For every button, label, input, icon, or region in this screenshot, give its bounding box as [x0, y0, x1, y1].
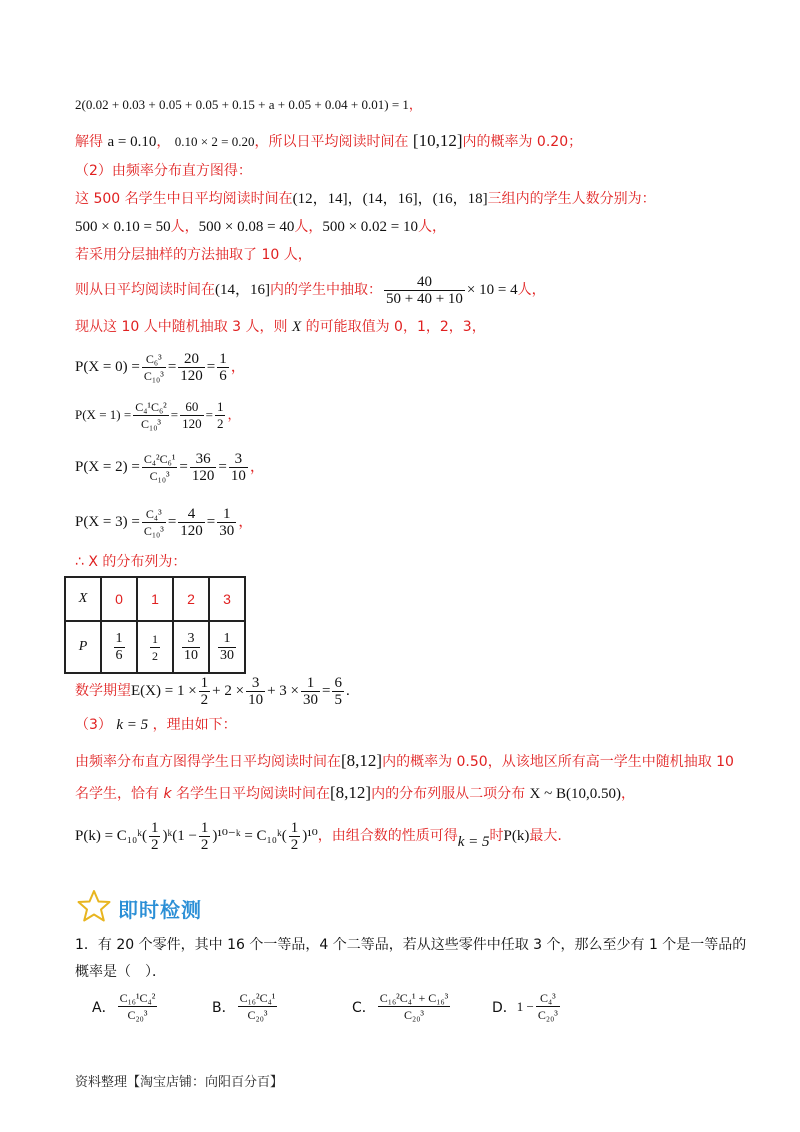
equals: =: [322, 683, 331, 699]
distribution-table: [64, 576, 246, 674]
star-icon: [76, 888, 112, 928]
text: 数学期望: [75, 683, 131, 699]
numerator: C₄³: [536, 990, 560, 1007]
math: + 3 ×: [267, 683, 299, 699]
option-label: B．: [212, 999, 236, 1016]
numerator: C₁₆²C₄¹ + C₁₆³: [379, 991, 449, 1005]
option-c[interactable]: [352, 990, 452, 1023]
numerator: 1: [217, 506, 236, 523]
interval: (14，16]: [215, 282, 270, 298]
numerator: 20: [178, 351, 205, 368]
numerator: 36: [190, 451, 217, 468]
text: 人，: [294, 219, 323, 235]
text: 人，: [517, 282, 546, 298]
text: ，所以日平均阅读时间在: [254, 134, 409, 150]
part3-line2: [75, 784, 635, 803]
question-line1: 1．有 20 个零件，其中 16 个一等品，4 个二等品，若从这些零件中任取 3 个，那么至少有 1 个是一等品的: [75, 937, 747, 953]
fraction: [182, 631, 200, 664]
math: )¹⁰⁻ᵏ = C₁₀ᵏ(: [212, 828, 287, 844]
table-cell: 1: [137, 577, 173, 621]
extract-line: [75, 270, 546, 310]
table-cell: 2: [173, 577, 209, 621]
text: ，: [621, 786, 635, 802]
denominator: C₁₀³: [141, 416, 161, 431]
fraction: [332, 675, 344, 708]
text: 名学生日平均阅读时间在: [176, 786, 331, 802]
fraction: [378, 990, 451, 1023]
fraction: [180, 399, 204, 432]
text: 则从日平均阅读时间在: [75, 282, 215, 298]
math: 500 × 0.02 = 10: [322, 219, 419, 235]
math: 500 × 0.08 = 40: [198, 219, 295, 235]
math: X ~ B(10,0.50): [529, 786, 621, 802]
equals: =: [218, 459, 227, 475]
numerator: 1: [290, 819, 299, 836]
denominator: 120: [191, 467, 215, 484]
option-label: C．: [352, 999, 376, 1016]
text: （3）: [75, 717, 112, 733]
comma: ，: [249, 459, 265, 475]
text: 的可能取值为 0，1，2，3，: [305, 319, 486, 335]
fraction: [536, 990, 560, 1023]
denominator: 6: [219, 367, 227, 384]
math: )ᵏ(1 −: [162, 828, 197, 844]
fraction: [199, 820, 211, 853]
values-line: [75, 318, 486, 336]
part2-heading: （2）由频率分布直方图得：: [75, 163, 252, 179]
interval: [8,12]: [341, 751, 383, 770]
numerator: C₁₆¹C₄²: [119, 991, 156, 1005]
comma: ，: [156, 134, 171, 150]
equals: =: [206, 514, 216, 530]
denominator: 2: [152, 648, 158, 663]
numerator: 1: [301, 675, 320, 692]
math: a = 0.10: [107, 134, 157, 150]
denominator: 2: [290, 836, 299, 853]
comma: ，: [238, 514, 254, 530]
fraction: [289, 820, 301, 853]
expectation-line: [75, 671, 350, 711]
part3-line1: [75, 752, 734, 771]
denominator: 2: [200, 836, 209, 853]
fraction: [150, 631, 160, 664]
text: 三组内的学生人数分别为：: [487, 191, 656, 207]
math: 1 −: [516, 998, 534, 1014]
numerator: C₄¹C₆²: [135, 399, 167, 414]
option-a[interactable]: [92, 990, 159, 1023]
interval: [10,12]: [412, 131, 463, 150]
fraction: [217, 351, 229, 384]
equation-sum-text: 2(0.02 + 0.03 + 0.05 + 0.05 + 0.15 + a + 0.05 + 0.04 + 0.01) = 1: [75, 97, 409, 112]
denominator: 10: [184, 647, 198, 663]
fraction: [142, 351, 166, 384]
fraction: [384, 274, 465, 307]
numerator: C₁₆²C₄¹: [239, 991, 276, 1005]
text: 内的分布列服从二项分布: [371, 786, 526, 802]
fraction: [142, 506, 166, 539]
prob-x3: [75, 500, 253, 544]
table-cell: X: [65, 577, 101, 621]
fraction: [142, 451, 178, 484]
fraction: [229, 451, 248, 484]
equals: =: [179, 459, 188, 475]
denominator: 2: [200, 691, 209, 708]
fraction: [199, 675, 211, 708]
denominator: 120: [180, 522, 203, 539]
part3-line3: [75, 816, 562, 856]
comma: ，: [230, 359, 246, 375]
equation-sum: [75, 96, 422, 114]
denominator: 30: [220, 647, 234, 663]
denominator: C₂₀³: [404, 1008, 425, 1022]
denominator: 30: [219, 522, 235, 539]
table-cell: 0: [101, 577, 137, 621]
part3-heading: [75, 716, 237, 734]
fraction: [114, 631, 125, 664]
text: 由频率分布直方图得学生日平均阅读时间在: [75, 754, 341, 770]
text: 人，: [418, 219, 447, 235]
fraction: [238, 990, 278, 1023]
lhs: P(X = 2) =: [75, 459, 140, 475]
numerator: 6: [334, 674, 342, 691]
section-title: [76, 888, 202, 928]
math: .: [345, 683, 350, 699]
text: 内的概率为 0.20；: [462, 134, 583, 150]
math: E(X) = 1 ×: [131, 683, 197, 699]
text: 时: [489, 828, 504, 844]
numerator: 1: [200, 674, 209, 691]
fraction: [178, 351, 205, 384]
denominator: 120: [182, 415, 202, 431]
denominator: 30: [303, 691, 318, 708]
text: 最大.: [529, 828, 562, 844]
option-b[interactable]: [212, 990, 279, 1023]
table-row: [65, 577, 245, 621]
fraction: [133, 399, 169, 432]
numerator: 40: [384, 274, 465, 291]
text: 内的概率为 0.50，从该地区所有高一学生中随机抽取 10: [382, 754, 734, 770]
equals: =: [170, 407, 179, 422]
math: P(k): [503, 828, 530, 844]
text: 解得: [75, 134, 103, 150]
fraction: [178, 506, 205, 539]
fraction: [246, 675, 265, 708]
option-label: D．: [492, 999, 517, 1016]
distribution-heading: ∴ X 的分布列为：: [75, 554, 187, 570]
text: 名学生，恰有: [75, 786, 159, 802]
question-line2: 概率是（ ）．: [75, 964, 166, 980]
equals: =: [167, 359, 177, 375]
math: )¹⁰: [302, 828, 318, 844]
comma: ，: [408, 97, 422, 112]
numerator: 3: [182, 631, 200, 648]
groups-line: [75, 190, 656, 208]
text: ，由组合数的性质可得: [317, 828, 458, 844]
option-d[interactable]: [492, 990, 562, 1023]
text: ，理由如下：: [152, 717, 237, 733]
fraction: [301, 675, 320, 708]
denominator: 5: [334, 691, 342, 708]
fraction: [118, 990, 158, 1023]
numerator: 3: [229, 451, 248, 468]
fraction: [149, 820, 161, 853]
comma: ，: [227, 407, 241, 422]
equals: =: [206, 359, 216, 375]
numerator: C₆³: [142, 351, 166, 368]
numerator: 4: [178, 506, 205, 523]
denominator: 50 + 40 + 10: [386, 290, 463, 307]
text: 人，: [170, 219, 199, 235]
numerator: 1: [152, 631, 158, 646]
intervals: (12，14]，(14，16]，(16，18]: [292, 191, 488, 207]
equals: =: [167, 514, 177, 530]
denominator: C₂₀³: [537, 1008, 558, 1022]
sampling-line: 若采用分层抽样的方法抽取了 10 人，: [75, 247, 312, 263]
prob-x0: [75, 345, 246, 389]
numerator: 1: [219, 350, 227, 367]
math: 0.10 × 2 = 0.20: [174, 134, 255, 149]
lhs: P(X = 0) =: [75, 359, 140, 375]
prob-x2: [75, 445, 265, 489]
math: 500 × 0.10 = 50: [75, 219, 171, 235]
table-cell: [173, 621, 209, 673]
fraction: [218, 631, 236, 664]
option-label: A．: [92, 999, 116, 1016]
denominator: 2: [150, 836, 159, 853]
counts-line: [75, 218, 446, 236]
numerator: 3: [246, 675, 265, 692]
denominator: 10: [230, 467, 246, 484]
interval: [8,12]: [330, 783, 372, 802]
math: k = 5: [116, 717, 149, 733]
section-title-text: 即时检测: [118, 897, 202, 922]
denominator: C₁₀³: [143, 523, 164, 538]
lhs: P(X = 3) =: [75, 514, 140, 530]
numerator: C₄³: [142, 506, 166, 523]
fraction: [217, 506, 236, 539]
denominator: C₂₀³: [247, 1008, 268, 1022]
var-x: X: [291, 319, 302, 335]
denominator: 2: [216, 415, 224, 431]
prob-x1: [75, 393, 240, 437]
math: × 10 = 4: [466, 282, 518, 298]
lhs: P(X = 1) =: [75, 407, 132, 422]
table-cell: 3: [209, 577, 245, 621]
table-cell: [209, 621, 245, 673]
numerator: 60: [180, 399, 204, 416]
table-cell: [101, 621, 137, 673]
table-cell: [137, 621, 173, 673]
table-cell: P: [65, 621, 101, 673]
text: 内的学生中抽取：: [270, 282, 382, 298]
numerator: C₄²C₆¹: [143, 451, 176, 466]
numerator: 1: [216, 398, 224, 414]
math: + 2 ×: [212, 683, 245, 699]
equals: =: [205, 407, 213, 422]
denominator: 120: [180, 367, 203, 384]
denominator: C₁₀³: [149, 468, 170, 483]
denominator: 10: [248, 691, 264, 708]
numerator: 1: [218, 631, 236, 648]
denominator: 6: [115, 647, 123, 663]
solve-a-line: [75, 132, 582, 151]
var-k: k: [163, 786, 172, 802]
text: 现从这 10 人中随机抽取 3 人，则: [75, 319, 288, 335]
denominator: C₂₀³: [127, 1008, 148, 1022]
numerator: 1: [150, 819, 159, 836]
math: k = 5: [457, 834, 490, 850]
text: 这 500 名学生中日平均阅读时间在: [75, 191, 293, 207]
footer-text: 资料整理【淘宝店铺：向阳百分百】: [75, 1075, 284, 1090]
fraction: [190, 451, 217, 484]
numerator: 1: [200, 819, 209, 836]
math: P(k) = C₁₀ᵏ(: [75, 828, 147, 844]
fraction: [215, 399, 226, 432]
table-row: [65, 621, 245, 673]
numerator: 1: [115, 630, 123, 646]
denominator: C₁₀³: [143, 368, 164, 383]
